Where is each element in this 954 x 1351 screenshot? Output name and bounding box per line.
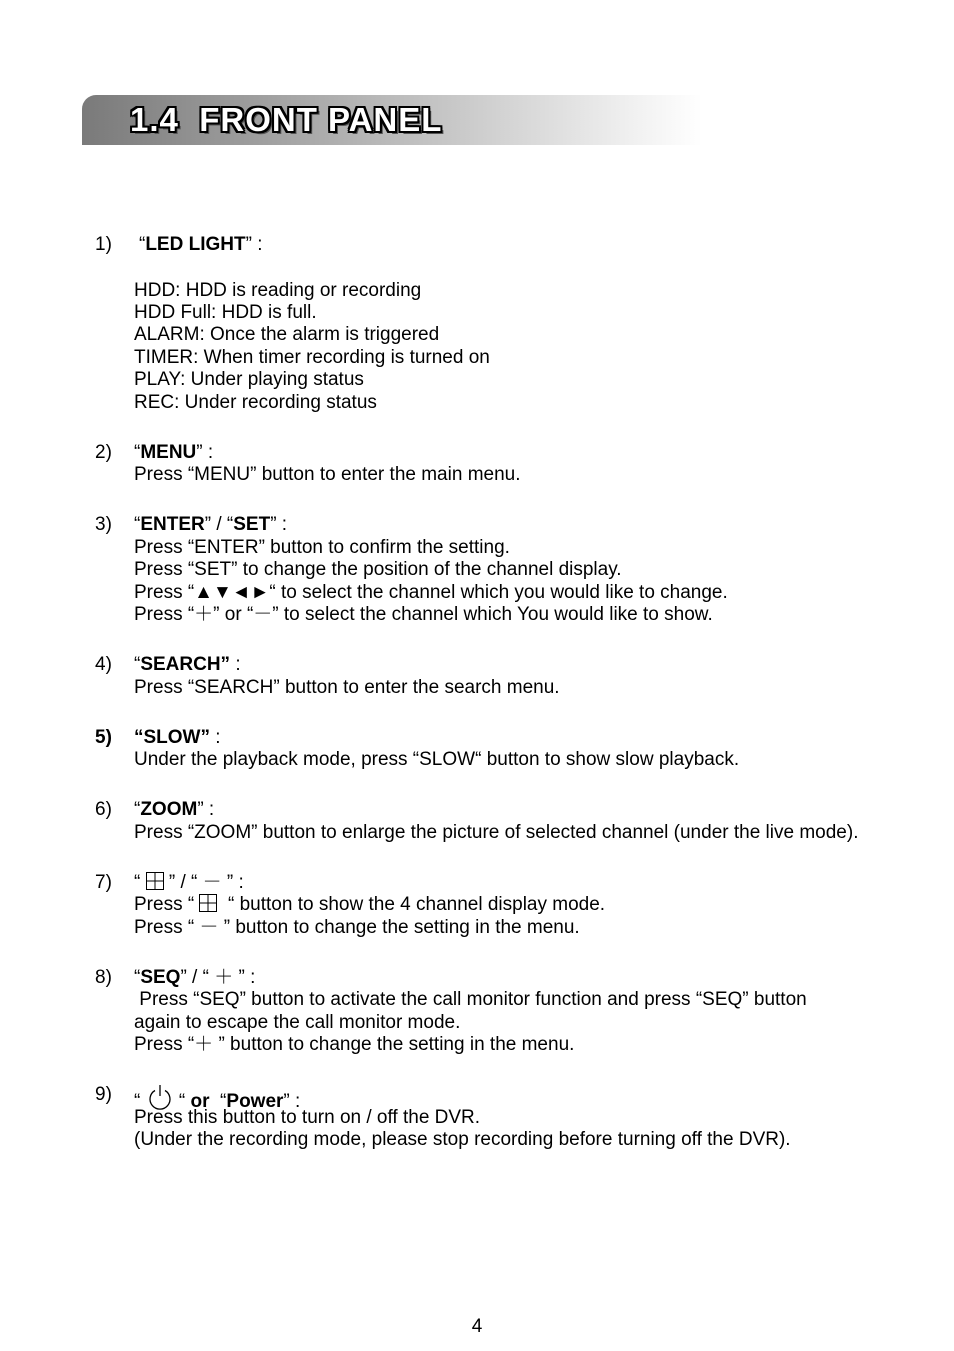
quote: ” : xyxy=(245,234,263,255)
item-text: Press “ － ” button to change the setting in the menu. xyxy=(134,917,580,938)
quote: “ xyxy=(134,514,141,535)
quote: “ xyxy=(134,1091,146,1112)
item-text: Press “ZOOM” button to enlarge the picture of selected channel (under the live mode). xyxy=(134,822,859,843)
quote: “ xyxy=(134,442,141,463)
quote: : xyxy=(230,654,241,675)
quote: “ xyxy=(209,1091,227,1112)
item-text: (Under the recording mode, please stop recording before turning off the DVR). xyxy=(134,1129,791,1150)
item-heading-rest: ” / “ － ” : xyxy=(163,872,244,893)
item-name: ZOOM xyxy=(140,799,198,820)
page-number: 4 xyxy=(471,1316,483,1337)
item-heading xyxy=(134,872,244,894)
item-heading-rest: ” / “ ＋ ” : xyxy=(180,967,256,988)
quote: “ xyxy=(134,967,141,988)
item-text: Press “SET” to change the position of the channel display. xyxy=(134,559,622,580)
quote: ” : xyxy=(197,799,215,820)
item-heading xyxy=(134,967,255,989)
item-heading xyxy=(134,442,213,464)
item-name: MENU xyxy=(140,442,197,463)
item-text: Press “＋ ” button to change the setting in the menu. xyxy=(134,1034,575,1055)
item-text: Press “＋” or “－” to select the channel which You would like to show. xyxy=(134,604,713,625)
item-name: “SLOW” xyxy=(134,727,210,748)
item-text: REC: Under recording status xyxy=(134,392,377,413)
item-heading xyxy=(139,234,263,256)
item-text xyxy=(134,894,605,916)
item-text: Press “▲▼◄►“ to select the channel which you would like to change. xyxy=(134,582,728,603)
quote: “ xyxy=(139,234,146,255)
item-text: PLAY: Under playing status xyxy=(134,369,364,390)
item-name: ENTER xyxy=(140,514,205,535)
quote: ” : xyxy=(270,514,288,535)
quad-display-icon xyxy=(199,894,217,912)
separator: ” / “ xyxy=(204,514,234,535)
quad-display-icon xyxy=(146,872,164,890)
item-text: Press “SEQ” button to activate the call monitor function and press “SEQ” button xyxy=(134,989,807,1010)
quote: “ xyxy=(134,799,141,820)
item-text: Under the playback mode, press “SLOW“ button to show slow playback. xyxy=(134,749,740,770)
item-text: Press this button to turn on / off the DVR. xyxy=(134,1107,481,1128)
item-number: 4) xyxy=(95,654,112,675)
quote: ” : xyxy=(283,1091,301,1112)
section-banner xyxy=(82,95,702,145)
item-number: 6) xyxy=(95,799,112,820)
item-text: Press “ENTER” button to confirm the setting. xyxy=(134,537,510,558)
item-name: SEQ xyxy=(140,967,181,988)
item-text: HDD: HDD is reading or recording xyxy=(134,280,422,301)
item-number: 5) xyxy=(95,727,112,748)
item-number: 1) xyxy=(95,234,112,255)
quote: : xyxy=(210,727,221,748)
item-text: TIMER: When timer recording is turned on xyxy=(134,347,490,368)
item-number: 9) xyxy=(95,1084,112,1105)
item-number: 7) xyxy=(95,872,112,893)
quote: ” : xyxy=(196,442,214,463)
item-text: HDD Full: HDD is full. xyxy=(134,302,317,323)
section-title: 1.4 FRONT PANEL xyxy=(130,101,443,138)
text-part: Press “ xyxy=(134,894,200,915)
item-heading xyxy=(134,799,214,821)
or-word: or xyxy=(190,1091,210,1112)
text-part: “ button to show the 4 channel display mode. xyxy=(217,894,606,915)
item-number: 2) xyxy=(95,442,112,463)
item-heading xyxy=(134,514,287,536)
item-text: ALARM: Once the alarm is triggered xyxy=(134,324,440,345)
item-number: 3) xyxy=(95,514,112,535)
quote: “ xyxy=(173,1091,191,1112)
item-name: Power xyxy=(226,1091,284,1112)
quote: “ xyxy=(134,654,141,675)
quote: “ xyxy=(134,872,146,893)
item-name: LED LIGHT xyxy=(145,234,246,255)
item-name: SET xyxy=(233,514,271,535)
item-heading xyxy=(134,727,221,749)
item-text: Press “MENU” button to enter the main menu. xyxy=(134,464,521,485)
item-number: 8) xyxy=(95,967,112,988)
item-heading xyxy=(134,654,241,676)
item-text: Press “SEARCH” button to enter the search menu. xyxy=(134,677,560,698)
item-name: SEARCH” xyxy=(140,654,231,675)
item-text: again to escape the call monitor mode. xyxy=(134,1012,461,1033)
